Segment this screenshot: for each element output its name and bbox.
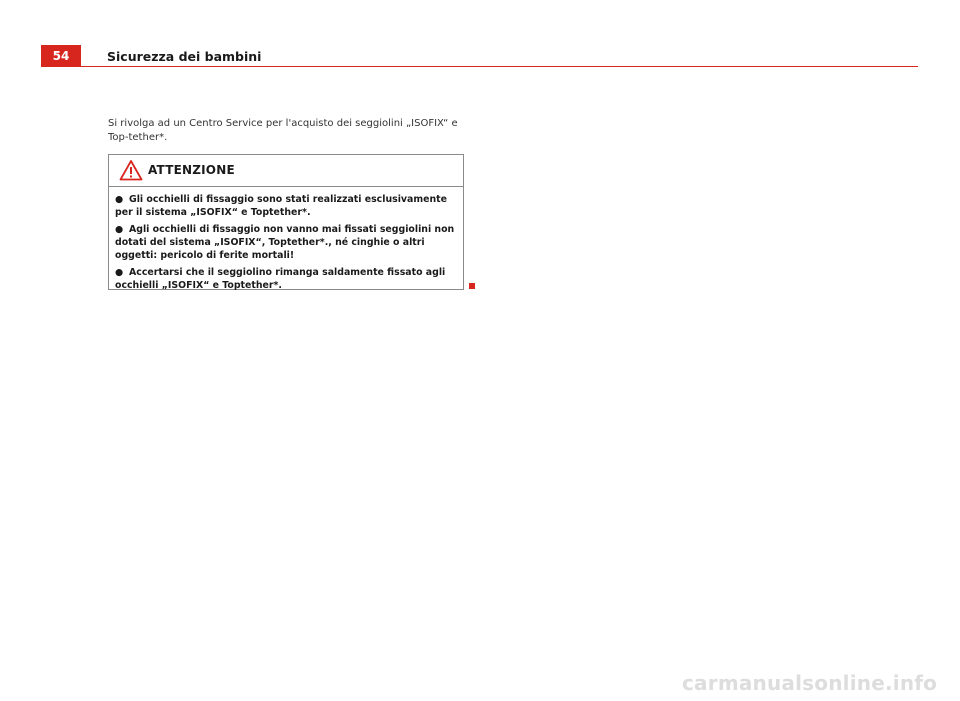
warning-title: ATTENZIONE [148, 163, 235, 177]
page-number-badge: 54 [41, 45, 81, 67]
warning-item [115, 266, 457, 292]
bullet-icon: ● [115, 224, 124, 235]
bullet-icon: ● [115, 267, 124, 278]
section-end-mark [469, 283, 475, 289]
warning-item-text: Accertarsi che il seggiolino rimanga saldamente fissato agli occhielli „ISOFIX“ e Toptether*. [115, 267, 446, 291]
intro-paragraph: Si rivolga ad un Centro Service per l'acquisto dei seggiolini „ISOFIX“ e Top-tether*. [108, 118, 458, 143]
warning-list [109, 187, 463, 292]
watermark: carmanualsonline.info [682, 671, 938, 695]
warning-item-text: Agli occhielli di fissaggio non vanno mai fissati seggiolini non dotati del sistema „ISOFIX“, Toptether*., né cinghie o altri oggetti: pericolo di ferite mortali! [115, 224, 455, 261]
warning-box [108, 154, 464, 290]
warning-header [109, 155, 463, 187]
bullet-icon: ● [115, 194, 124, 205]
warning-item-text: Gli occhielli di fissaggio sono stati realizzati esclusivamente per il sistema „ISOFIX“ e Toptether*. [115, 194, 447, 218]
section-title: Sicurezza dei bambini [107, 49, 262, 64]
warning-item [115, 193, 457, 219]
warning-triangle-icon [119, 159, 143, 181]
warning-item [115, 223, 457, 262]
header-rule [81, 66, 918, 67]
